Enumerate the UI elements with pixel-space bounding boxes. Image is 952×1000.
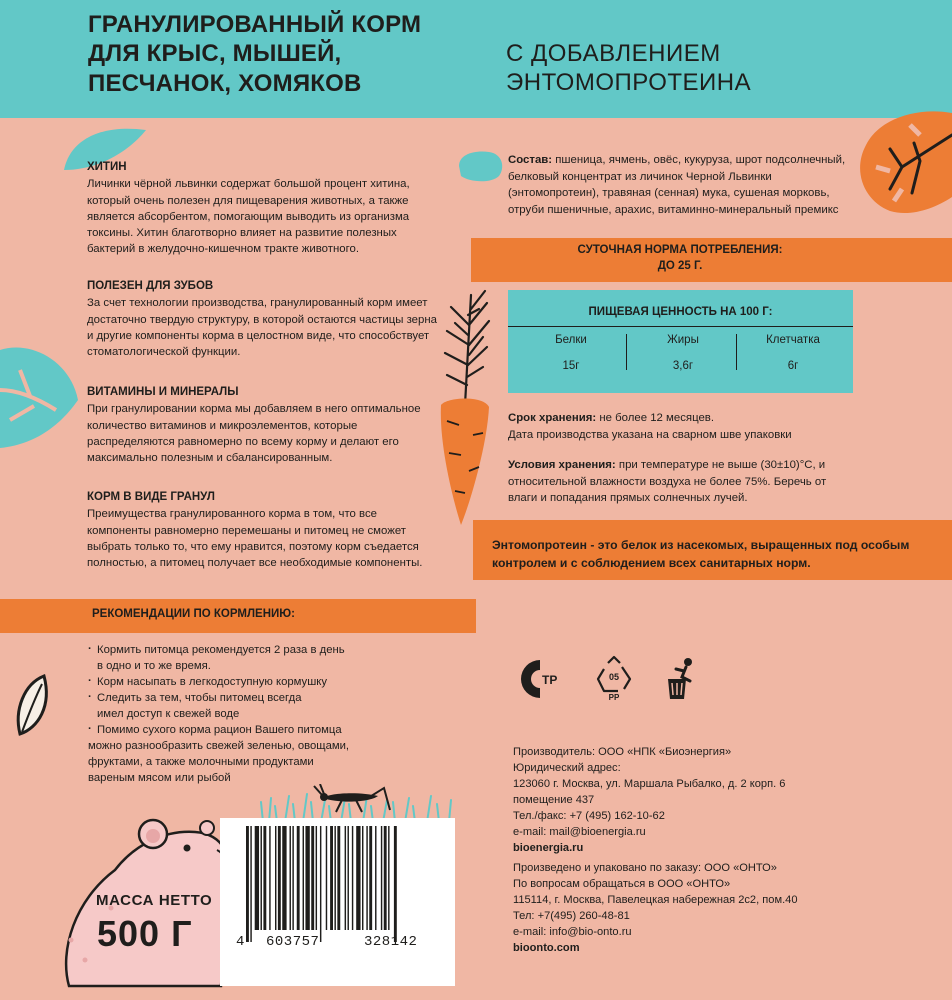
barcode-bar [250, 826, 251, 942]
title-line: ГРАНУЛИРОВАННЫЙ КОРМ [88, 11, 422, 38]
list-item: · Корм насыпать в легкодоступную кормушку [88, 674, 403, 690]
manufacturer-line: e-mail: mail@bioenergia.ru [513, 826, 646, 839]
orderer-info [513, 860, 893, 956]
recycle-material: PP [608, 693, 620, 701]
manufacturer-line: Тел./факс: +7 (495) 162-10-62 [513, 810, 665, 823]
shelf-life-text: не более 12 месяцев. [596, 412, 715, 424]
barcode-bar [320, 826, 321, 942]
section-chitin [87, 160, 437, 257]
recommendations-title: РЕКОМЕНДАЦИИ ПО КОРМЛЕНИЮ: [92, 608, 295, 620]
leaf-outline-icon [8, 670, 58, 740]
recycle-pp-05-icon [592, 655, 636, 701]
barcode-bar [255, 826, 259, 930]
shelf-life-label: Срок хранения: [508, 412, 597, 424]
nutrient-value: 15г [562, 359, 580, 372]
barcode-bar [263, 826, 266, 930]
storage-conditions-text: при температуре не выше (30±10)°С, и относительной влажности воздуха не более 75%. Беречь от влаги и попадания прямых солнечных лучей. [508, 459, 827, 505]
orderer-line: Тел: +7(495) 260-48-81 [513, 910, 630, 923]
barcode-bars [246, 826, 442, 942]
product-title [88, 10, 448, 98]
composition [508, 152, 858, 218]
barcode-bar [297, 826, 300, 930]
barcode-bar [337, 826, 340, 930]
barcode-bar [278, 826, 281, 930]
barcode-bar [303, 826, 304, 930]
barcode-bar [384, 826, 387, 930]
section-text: При гранулировании корма мы добавляем в него оптимальное количество витаминов и микроэлементов, которые распределяются равномерно по всему корму и делают его максимально полезным и сбалансированным. [87, 403, 421, 464]
orderer-line: e-mail: info@bio-onto.ru [513, 926, 632, 939]
section-text: За счет технологии производства, гранулированный корм имеет достаточно твердую структуру, в которой остаются частицы зерна и другие компоненты корма в целостном виде, что способствует стоматологической функции. [87, 297, 437, 358]
no-litter-icon [664, 657, 700, 701]
list-item-continued: в одно и то же время. [97, 660, 211, 673]
daily-norm-label: СУТОЧНАЯ НОРМА ПОТРЕБЛЕНИЯ: [577, 244, 783, 256]
nutrition-table [508, 290, 853, 393]
barcode-bar [330, 826, 333, 930]
barcode-bar [375, 826, 376, 930]
recommendations-list [88, 642, 403, 786]
barcode-bar [381, 826, 382, 930]
monstera-leaf-icon [850, 105, 952, 215]
composition-text: пшеница, ячмень, овёс, кукуруза, шрот подсолнечный, белковый концентрат из личинок Черной Львинки (энтомопротеин), травяная (сенная) мука, сушеная морковь, отруби пшеничные, арахис, витаминно-минеральный премикс [508, 154, 846, 216]
storage-info [508, 410, 858, 521]
nutrient-name: Жиры [667, 334, 699, 346]
barcode-bar [292, 826, 293, 930]
shelf-life [508, 410, 858, 443]
nutrient-name: Белки [555, 334, 587, 346]
barcode-bar [356, 826, 360, 930]
nutrient-value: 6г [787, 359, 799, 372]
barcode-bar [394, 826, 397, 942]
orderer-line: Произведено и упаковано по заказу: ООО «ОНТО» [513, 862, 777, 874]
barcode-bar [269, 826, 270, 930]
barcode-bar [388, 826, 389, 930]
manufacturer-line: 123060 г. Москва, ул. Маршала Рыбалко, д. 2 корп. 6 [513, 778, 786, 791]
section-title: ХИТИН [87, 161, 127, 173]
product-subtitle [506, 40, 806, 98]
list-item-continued: имел доступ к свежей воде [97, 708, 240, 721]
list-item: · Кормить питомца рекомендуется 2 раза в день [88, 642, 403, 658]
barcode-bar [246, 826, 249, 942]
composition-label: Состав: [508, 154, 553, 166]
barcode-bar [316, 826, 317, 930]
list-item: · Следить за тем, чтобы питомец всегда [88, 690, 403, 706]
recycle-code: 05 [608, 672, 620, 682]
barcode-bar [282, 826, 286, 930]
barcode-bar [275, 826, 276, 930]
list-item-continued: можно разнообразить свежей зеленью, овощами, [88, 740, 350, 753]
teal-leaf-icon [0, 340, 80, 450]
section-teeth [87, 279, 437, 360]
net-weight-value: 500 Г [97, 913, 193, 954]
nutrition-column-fiber [738, 334, 848, 374]
nutrient-name: Клетчатка [766, 334, 820, 346]
eac-text: ТР [542, 673, 558, 687]
barcode-bar [369, 826, 372, 930]
barcode-bar [334, 826, 335, 930]
storage-conditions-label: Условия хранения: [508, 459, 616, 472]
net-weight-label: МАССА НЕТТО [96, 892, 213, 909]
production-date-note: Дата производства указана на сварном шве упаковки [508, 428, 792, 441]
nutrition-column-fat [628, 334, 738, 374]
title-line: ПЕСЧАНОК, ХОМЯКОВ [88, 69, 362, 97]
title-line: ДЛЯ КРЫС, МЫШЕЙ, [88, 40, 342, 68]
section-granules [87, 490, 437, 571]
section-title: ВИТАМИНЫ И МИНЕРАЛЫ [87, 386, 239, 398]
section-title: ПОЛЕЗЕН ДЛЯ ЗУБОВ [87, 280, 214, 292]
list-item-continued: фруктами, а также молочными продуктами [88, 756, 314, 769]
barcode-digits-right: 328142 [364, 934, 418, 950]
entomoprotein-note: Энтомопротеин - это белок из насекомых, выращенных под особым контролем и с соблюдением всех санитарных норм. [492, 538, 910, 570]
storage-conditions [508, 457, 858, 507]
orderer-line: 115114, г. Москва, Павелецкая набережная 2с2, пом.40 [513, 894, 798, 907]
section-text: Преимущества гранулированного корма в том, что все компоненты равномерно перемешаны и питомец не сможет выбрать только то, что ему нравится, поэтому корм съедается полностью, а питомец получает все необходимые компоненты. [87, 508, 423, 569]
barcode-bar [326, 826, 327, 930]
manufacturer-line: Производитель: ООО «НПК «Биоэнергия» [513, 746, 732, 758]
orderer-website: bioonto.com [513, 942, 580, 955]
daily-norm-value: ДО 25 Г. [657, 259, 703, 272]
list-item-continued: вареным мясом или рыбой [88, 772, 231, 785]
manufacturer-line: Юридический адрес: [513, 762, 621, 775]
barcode-bar [352, 826, 353, 930]
barcode-bar [311, 826, 314, 930]
cricket-icon [312, 784, 392, 814]
subtitle-line: С ДОБАВЛЕНИЕМ [506, 40, 721, 67]
barcode-bar [362, 826, 363, 930]
nutrition-column-protein [516, 334, 626, 374]
barcode-bar [348, 826, 349, 930]
section-text: Личинки чёрной львинки содержат большой процент хитина, который очень полезен для пищеварения животных, а также является абсорбентом, помогающим выводить из организма токсины. Хитин благотворно влияет на развитие полезных бактерий в желудочно-кишечном тракте животного. [87, 178, 410, 256]
barcode-bar [345, 826, 346, 930]
carrot-icon [425, 285, 505, 530]
barcode-bar [290, 826, 291, 930]
eac-mark-icon [512, 656, 564, 702]
manufacturer-website: bioenergia.ru [513, 842, 584, 855]
barcode-digit-prefix: 4 [236, 934, 245, 950]
manufacturer-line: помещение 437 [513, 794, 595, 807]
column-divider [626, 334, 627, 370]
nutrition-title: ПИЩЕВАЯ ЦЕННОСТЬ НА 100 Г: [588, 306, 773, 318]
nutrient-value: 3,6г [672, 359, 694, 372]
subtitle-line: ЭНТОМОПРОТЕИНА [506, 68, 752, 96]
list-item: · Помимо сухого корма рацион Вашего питомца [88, 722, 403, 738]
barcode-bar [261, 826, 262, 930]
teal-pebble-icon [455, 148, 507, 184]
section-vitamins [87, 385, 437, 466]
nutrition-divider [508, 326, 853, 327]
column-divider [736, 334, 737, 370]
barcode-bar [305, 826, 309, 930]
barcode-digits-left: 603757 [266, 934, 320, 950]
orderer-line: По вопросам обращаться в ООО «ОНТО» [513, 878, 731, 891]
manufacturer-info [513, 744, 893, 857]
section-title: КОРМ В ВИДЕ ГРАНУЛ [87, 491, 215, 503]
barcode-bar [366, 826, 367, 930]
daily-norm [530, 243, 830, 274]
